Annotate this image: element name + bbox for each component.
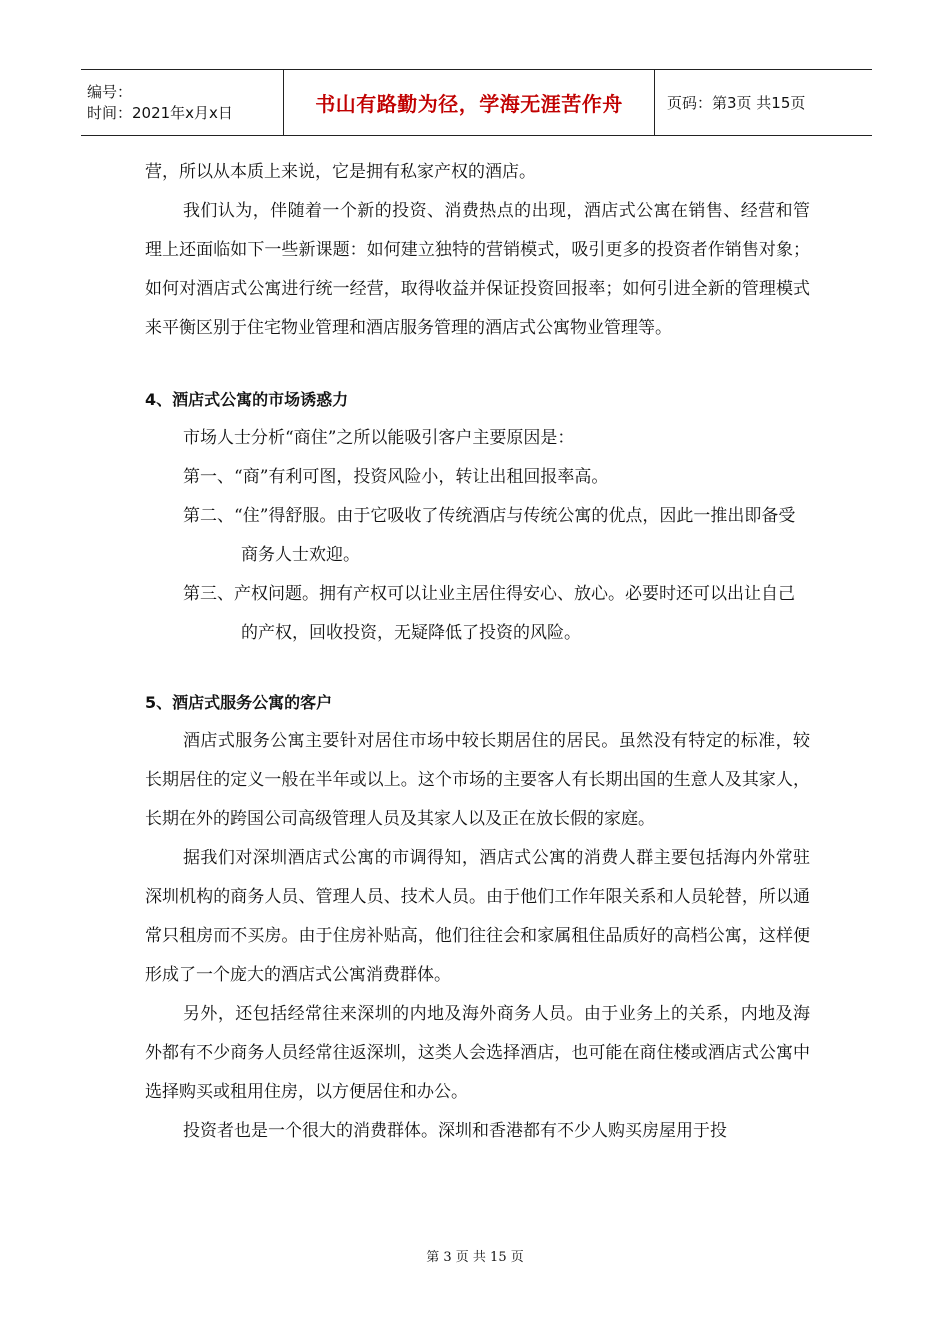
paragraph-customers: 酒店式服务公寓主要针对居住市场中较长期居住的居民。虽然没有特定的标准，较长期居住的定义一般在半年或以上。这个市场的主要客人有长期出国的生意人及其家人，长期在外的跨国公司高级管理人员及其家人以及正在放长假的家庭。 xyxy=(145,731,810,829)
header-meta-cell xyxy=(81,70,284,136)
header-motto: 书山有路勤为径，学海无涯苦作舟 xyxy=(315,92,623,116)
section-heading-5: 5、酒店式服务公寓的客户 xyxy=(145,693,333,712)
paragraph-market-analysis: 市场人士分析“商住”之所以能吸引客户主要原因是： xyxy=(183,428,575,448)
section-heading-4: 4、酒店式公寓的市场诱惑力 xyxy=(145,390,349,409)
header-motto-cell xyxy=(284,70,655,136)
list-item-second: 第二、“住”得舒服。由于它吸收了传统酒店与传统公寓的优点，因此一推出即备受商务人士欢迎。 xyxy=(183,506,796,565)
paragraph-business-travelers: 另外，还包括经常往来深圳的内地及海外商务人员。由于业务上的关系，内地及海外都有不少商务人员经常往返深圳，这类人会选择酒店，也可能在商住楼或酒店式公寓中选择购买或租用住房，以方便居住和办公。 xyxy=(145,1004,810,1102)
paragraph-continuation: 营，所以从本质上来说，它是拥有私家产权的酒店。 xyxy=(145,162,536,182)
page-footer: 第 3 页 共 15 页 xyxy=(426,1250,524,1265)
document-date-label: 时间：2021年x月x日 xyxy=(87,103,233,122)
paragraph-shenzhen-survey: 据我们对深圳酒店式公寓的市调得知，酒店式公寓的消费人群主要包括海内外常驻深圳机构的商务人员、管理人员、技术人员。由于他们工作年限关系和人员轮替，所以通常只租房而不买房。由于住房补贴高，他们往往会和家属租住品质好的高档公寓，这样便形成了一个庞大的酒店式公寓消费群体。 xyxy=(145,848,810,985)
paragraph-new-issues: 我们认为，伴随着一个新的投资、消费热点的出现，酒店式公寓在销售、经营和管理上还面临如下一些新课题：如何建立独特的营销模式，吸引更多的投资者作销售对象；如何对酒店式公寓进行统一经营，取得收益并保证投资回报率；如何引进全新的管理模式来平衡区别于住宅物业管理和酒店服务管理的酒店式公寓物业管理等。 xyxy=(145,201,810,338)
header-page-cell xyxy=(655,70,873,136)
document-number-label: 编号： xyxy=(87,82,133,101)
header-page-info: 页码：第3页 共15页 xyxy=(667,94,806,112)
document-body xyxy=(145,153,810,1151)
page-header xyxy=(81,69,872,136)
paragraph-investors: 投资者也是一个很大的消费群体。深圳和香港都有不少人购买房屋用于投 xyxy=(183,1121,727,1141)
list-item-third: 第三、产权问题。拥有产权可以让业主居住得安心、放心。必要时还可以出让自己的产权，回收投资，无疑降低了投资的风险。 xyxy=(183,584,795,643)
list-item-first: 第一、“商”有利可图，投资风险小，转让出租回报率高。 xyxy=(183,467,609,487)
